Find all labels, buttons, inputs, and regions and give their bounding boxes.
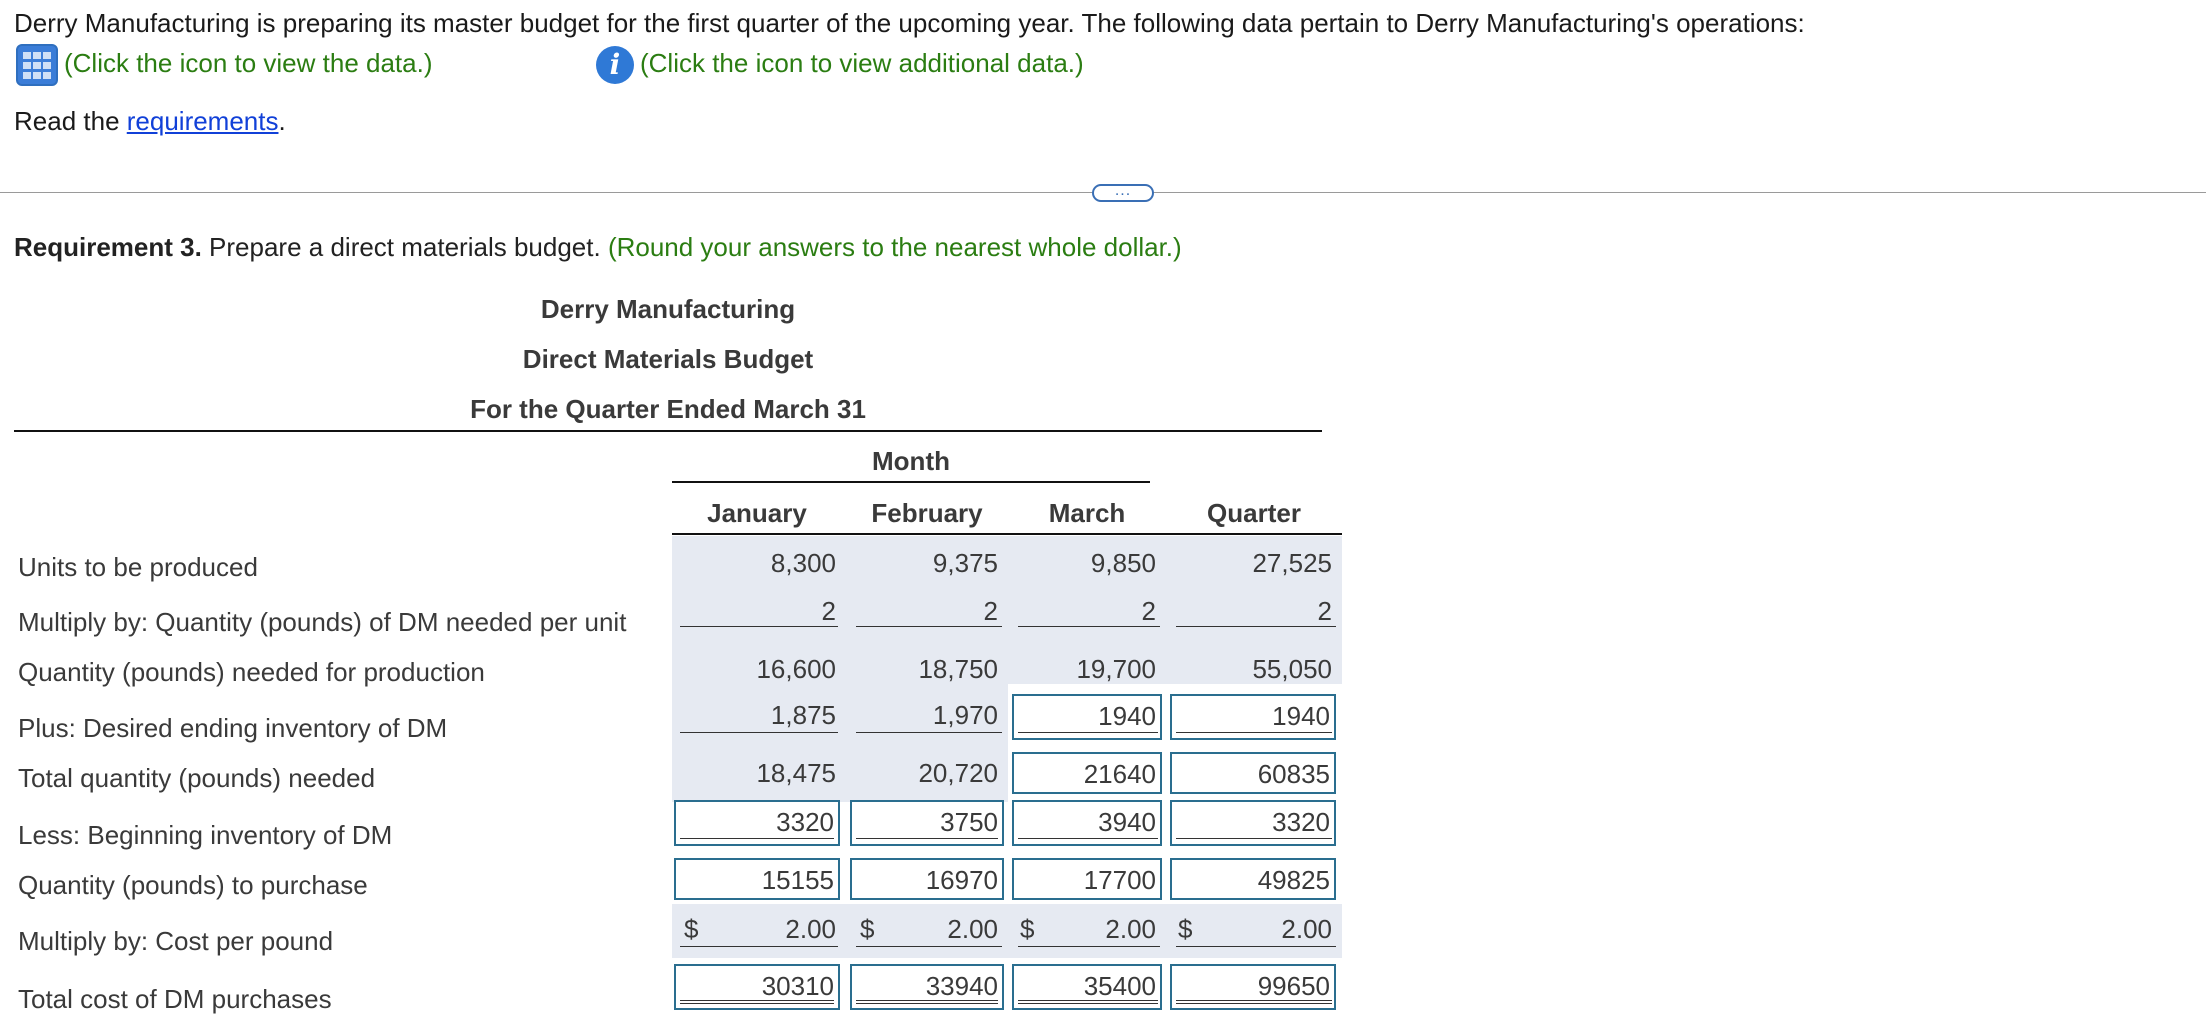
cell-units-feb: 9,375 <box>932 548 998 578</box>
cell-cost-per-lb-jan: 2.00 <box>785 914 836 944</box>
input-total-cost-mar[interactable]: 35400 <box>1012 964 1162 1010</box>
col-header-february: February <box>871 498 983 528</box>
cell-qty-per-unit-qtr: 2 <box>1317 596 1332 626</box>
view-additional-data-link[interactable]: (Click the icon to view additional data.) <box>640 48 1084 78</box>
subtotal-rule <box>1018 838 1158 839</box>
input-beg-inv-mar[interactable]: 3940 <box>1012 800 1162 846</box>
expand-more-button[interactable]: ... <box>1092 184 1154 202</box>
cell-units-mar: 9,850 <box>1090 548 1156 578</box>
cell-qty-needed-qtr: 55,050 <box>1252 654 1332 684</box>
input-total-cost-jan[interactable]: 30310 <box>674 964 840 1010</box>
subtotal-rule <box>856 732 1002 733</box>
company-name: Derry Manufacturing <box>540 294 796 324</box>
input-beg-inv-qtr[interactable]: 3320 <box>1170 800 1336 846</box>
row-label: Total cost of DM purchases <box>18 984 332 1014</box>
cell-total-needed-jan: 18,475 <box>756 758 836 788</box>
input-total-needed-qtr[interactable]: 60835 <box>1170 752 1336 794</box>
row-label: Quantity (pounds) needed for production <box>18 657 485 687</box>
input-purchase-qty-jan[interactable]: 15155 <box>674 858 840 900</box>
subtotal-rule <box>1176 626 1336 627</box>
grand-total-rule <box>1176 1000 1332 1004</box>
col-header-march: March <box>1048 498 1126 528</box>
subtotal-rule <box>1176 732 1332 733</box>
budget-period: For the Quarter Ended March 31 <box>470 394 866 424</box>
read-suffix: . <box>278 106 286 136</box>
rounding-hint: (Round your answers to the nearest whole dollar.) <box>607 232 1182 262</box>
subtotal-rule <box>680 732 838 733</box>
cell-cost-per-lb-feb: 2.00 <box>947 914 998 944</box>
grand-total-rule <box>856 1000 998 1004</box>
table-grid-icon[interactable] <box>16 44 58 86</box>
subtotal-rule <box>1176 838 1332 839</box>
currency-symbol: $ <box>1020 914 1035 944</box>
cell-units-jan: 8,300 <box>770 548 836 578</box>
currency-symbol: $ <box>684 914 699 944</box>
view-data-link[interactable]: (Click the icon to view the data.) <box>64 48 433 78</box>
cell-qty-per-unit-feb: 2 <box>983 596 998 626</box>
subtotal-rule <box>1018 626 1160 627</box>
budget-title: Direct Materials Budget <box>522 344 814 374</box>
grand-total-rule <box>1018 1000 1158 1004</box>
input-purchase-qty-qtr[interactable]: 49825 <box>1170 858 1336 900</box>
read-prefix: Read the <box>14 106 127 136</box>
col-header-january: January <box>707 498 807 528</box>
row-label: Multiply by: Quantity (pounds) of DM needed per unit <box>18 607 627 637</box>
cell-qty-needed-jan: 16,600 <box>756 654 836 684</box>
input-total-needed-mar[interactable]: 21640 <box>1012 752 1162 794</box>
requirements-link[interactable]: requirements <box>126 106 279 136</box>
currency-symbol: $ <box>860 914 875 944</box>
row-label: Multiply by: Cost per pound <box>18 926 334 956</box>
input-purchase-qty-mar[interactable]: 17700 <box>1012 858 1162 900</box>
cell-cost-per-lb-mar: 2.00 <box>1105 914 1156 944</box>
cell-cost-per-lb-qtr: 2.00 <box>1281 914 1332 944</box>
subtotal-rule <box>680 626 838 627</box>
input-beg-inv-jan[interactable]: 3320 <box>674 800 840 846</box>
input-total-cost-feb[interactable]: 33940 <box>850 964 1004 1010</box>
subtotal-rule <box>856 838 998 839</box>
month-group-rule <box>672 481 1150 483</box>
row-label: Plus: Desired ending inventory of DM <box>18 713 448 743</box>
input-ending-inv-qtr[interactable]: 1940 <box>1170 694 1336 740</box>
subtotal-rule <box>1176 946 1336 947</box>
intro-text: Derry Manufacturing is preparing its master budget for the first quarter of the upcoming year. The following data pertain to Derry Manufacturing's operations: <box>14 8 1805 38</box>
row-label: Less: Beginning inventory of DM <box>18 820 393 850</box>
input-ending-inv-mar[interactable]: 1940 <box>1012 694 1162 740</box>
grand-total-rule <box>680 1000 834 1004</box>
input-beg-inv-feb[interactable]: 3750 <box>850 800 1004 846</box>
column-header-rule <box>672 533 1342 535</box>
cell-ending-inv-jan: 1,875 <box>770 700 836 730</box>
subtotal-rule <box>680 838 834 839</box>
cell-units-qtr: 27,525 <box>1252 548 1332 578</box>
cell-qty-per-unit-jan: 2 <box>821 596 836 626</box>
row-label: Quantity (pounds) to purchase <box>18 870 368 900</box>
subtotal-rule <box>1018 732 1158 733</box>
input-purchase-qty-feb[interactable]: 16970 <box>850 858 1004 900</box>
requirement-heading <box>14 232 1182 263</box>
title-rule <box>14 430 1322 432</box>
input-total-cost-qtr[interactable]: 99650 <box>1170 964 1336 1010</box>
col-header-quarter: Quarter <box>1207 498 1301 528</box>
cell-qty-needed-mar: 19,700 <box>1076 654 1156 684</box>
info-icon[interactable]: i <box>596 46 634 84</box>
read-requirements <box>14 106 286 137</box>
subtotal-rule <box>856 946 1002 947</box>
cell-qty-per-unit-mar: 2 <box>1141 596 1156 626</box>
currency-symbol: $ <box>1178 914 1193 944</box>
subtotal-rule <box>1018 946 1160 947</box>
month-group-header: Month <box>872 446 950 476</box>
cell-ending-inv-feb: 1,970 <box>932 700 998 730</box>
requirement-label: Requirement 3. <box>14 232 202 262</box>
subtotal-rule <box>856 626 1002 627</box>
cell-qty-needed-feb: 18,750 <box>918 654 998 684</box>
cell-total-needed-feb: 20,720 <box>918 758 998 788</box>
row-label: Total quantity (pounds) needed <box>18 763 376 793</box>
requirement-text: Prepare a direct materials budget. <box>201 232 608 262</box>
subtotal-rule <box>680 946 838 947</box>
row-label: Units to be produced <box>18 552 258 582</box>
